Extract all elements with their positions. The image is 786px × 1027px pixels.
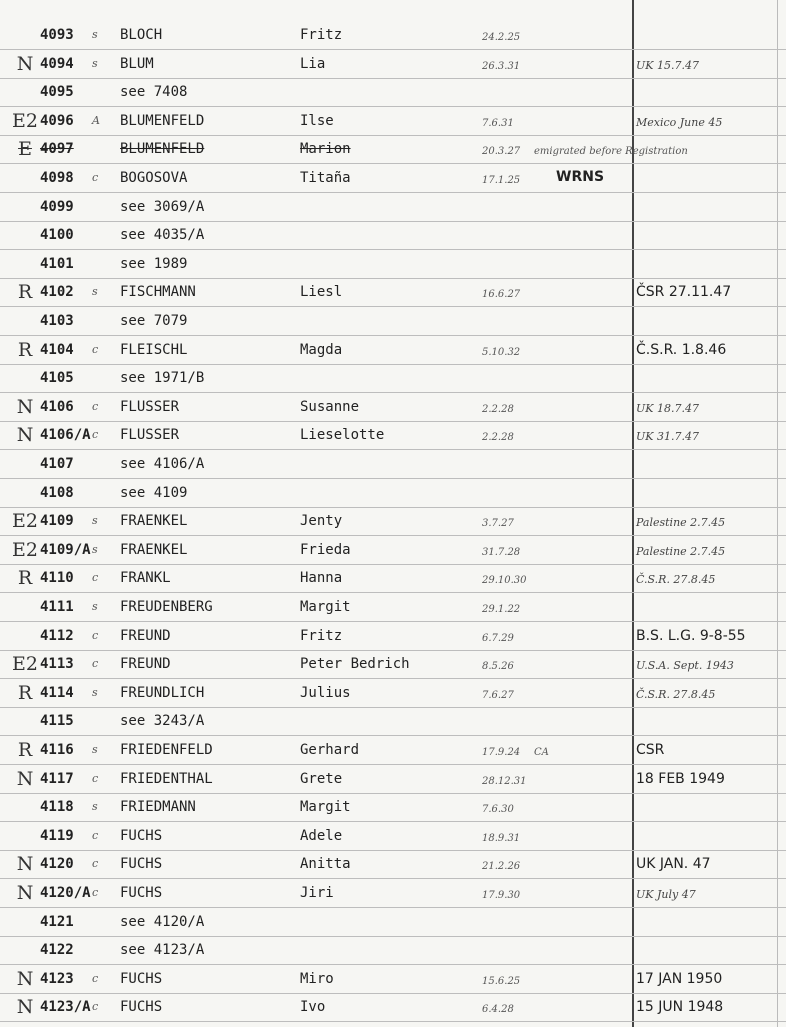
ledger-row xyxy=(0,22,786,50)
destination-note: Č.S.R. 1.8.46 xyxy=(636,341,727,358)
surname: BLUMENFELD xyxy=(120,112,205,129)
surname: FREUND xyxy=(120,656,171,673)
surname: FISCHMANN xyxy=(120,284,196,301)
entry-code: s xyxy=(92,514,98,528)
ledger-row xyxy=(0,766,786,794)
surname: FLEISCHL xyxy=(120,341,188,358)
birth-date: 21.2.26 xyxy=(482,861,521,873)
ledger-row xyxy=(0,994,786,1022)
destination-note: 15 JUN 1948 xyxy=(636,999,724,1016)
ledger-row xyxy=(0,365,786,393)
destination-note: Č.S.R. 27.8.45 xyxy=(636,573,716,587)
ledger-row xyxy=(0,108,786,136)
birth-date: 15.6.25 xyxy=(482,975,521,987)
surname: BLUM xyxy=(120,55,154,72)
surname: FRIEDMANN xyxy=(120,799,196,816)
ledger-row xyxy=(0,708,786,736)
destination-note: B.S. L.G. 9-8-55 xyxy=(636,627,746,644)
surname: FRAENKEL xyxy=(120,541,188,558)
status-mark: N xyxy=(16,967,34,990)
entry-number: 4095 xyxy=(40,84,74,101)
birth-date: 16.6.27 xyxy=(482,289,521,301)
status-mark: N xyxy=(16,424,34,447)
ledger-row xyxy=(0,165,786,193)
ledger-row xyxy=(0,394,786,422)
status-mark: N xyxy=(16,767,34,790)
extra-annotation: CA xyxy=(534,747,549,758)
entry-code: s xyxy=(92,685,98,699)
given-name: Frieda xyxy=(300,541,351,558)
destination-note: Palestine 2.7.45 xyxy=(636,544,726,558)
entry-number: 4114 xyxy=(40,684,74,701)
ledger-row xyxy=(0,880,786,908)
birth-date: 7.6.30 xyxy=(482,804,514,816)
entry-number: 4108 xyxy=(40,484,74,501)
given-name: Ivo xyxy=(300,999,326,1016)
ledger-row xyxy=(0,651,786,679)
ledger-row xyxy=(0,537,786,565)
status-mark: E2 xyxy=(12,653,38,676)
birth-date: 29.10.30 xyxy=(482,575,527,587)
entry-number: 4117 xyxy=(40,770,74,787)
status-mark: N xyxy=(16,882,34,904)
birth-date: 31.7.28 xyxy=(482,546,521,558)
entry-number: 4109 xyxy=(40,513,74,530)
ledger-row xyxy=(0,823,786,851)
destination-note: U.S.A. Sept. 1943 xyxy=(636,659,734,673)
entry-code: c xyxy=(92,771,99,785)
status-mark: E2 xyxy=(12,538,38,561)
entry-code: c xyxy=(92,657,99,671)
destination-note: UK 18.7.47 xyxy=(636,401,699,415)
entry-code: c xyxy=(92,428,99,442)
given-name: Peter Bedrich xyxy=(300,656,410,673)
given-name: Fritz xyxy=(300,27,343,43)
entry-code: c xyxy=(92,342,99,356)
entry-number: 4103 xyxy=(40,313,74,329)
surname: see 1971/B xyxy=(120,370,205,387)
ledger-row xyxy=(0,279,786,307)
destination-note: 18 FEB 1949 xyxy=(636,770,725,787)
surname: FREUND xyxy=(120,627,171,644)
status-mark: R xyxy=(17,338,33,361)
status-mark: N xyxy=(16,52,34,75)
destination-note: Č.S.R. 27.8.45 xyxy=(636,687,716,701)
surname: see 3243/A xyxy=(120,713,205,730)
given-name: Grete xyxy=(300,770,343,787)
birth-date: 20.3.27 xyxy=(482,146,521,158)
entry-code: c xyxy=(92,857,99,871)
ledger-row xyxy=(0,623,786,651)
entry-code: s xyxy=(92,743,98,756)
surname: FREUNDLICH xyxy=(120,684,205,701)
entry-code: s xyxy=(92,56,98,70)
entry-number: 4120 xyxy=(40,856,74,873)
birth-date: 29.1.22 xyxy=(482,604,521,615)
ledger-row xyxy=(0,51,786,79)
entry-number: 4102 xyxy=(40,284,74,301)
entry-number: 4098 xyxy=(40,170,74,186)
birth-date: 18.9.31 xyxy=(482,832,521,844)
row-rule xyxy=(0,1021,786,1022)
ledger-row xyxy=(0,794,786,822)
entry-code: c xyxy=(92,171,99,184)
ledger-row xyxy=(0,422,786,450)
given-name: Marion xyxy=(300,141,351,158)
ledger-row xyxy=(0,194,786,222)
ledger-row xyxy=(0,337,786,365)
given-name: Gerhard xyxy=(300,742,360,758)
surname: FUCHS xyxy=(120,885,163,901)
given-name: Miro xyxy=(300,970,334,987)
surname: BLOCH xyxy=(120,27,163,43)
surname: FREUDENBERG xyxy=(120,599,213,615)
given-name: Jenty xyxy=(300,513,343,530)
status-mark: E2 xyxy=(12,510,38,533)
surname: see 4109 xyxy=(120,484,188,501)
status-mark: E2 xyxy=(12,109,38,132)
entry-number: 4107 xyxy=(40,456,74,472)
entry-number: 4094 xyxy=(40,55,74,72)
entry-code: c xyxy=(92,971,99,985)
entry-code: s xyxy=(92,28,98,41)
entry-number: 4093 xyxy=(40,27,74,43)
given-name: Hanna xyxy=(300,570,343,587)
extra-annotation: WRNS xyxy=(556,169,605,185)
surname: FUCHS xyxy=(120,856,163,873)
entry-number: 4097 xyxy=(40,141,74,158)
entry-number: 4121 xyxy=(40,913,74,930)
entry-number: 4099 xyxy=(40,198,74,215)
surname: FUCHS xyxy=(120,999,163,1016)
birth-date: 2.2.28 xyxy=(482,432,514,444)
given-name: Fritz xyxy=(300,627,343,644)
status-mark: R xyxy=(17,739,33,761)
birth-date: 28.12.31 xyxy=(482,775,527,787)
entry-number: 4106/A xyxy=(40,427,91,444)
entry-number: 4104 xyxy=(40,341,74,358)
entry-number: 4101 xyxy=(40,255,74,272)
destination-note: 17 JAN 1950 xyxy=(636,970,723,987)
surname: see 4035/A xyxy=(120,227,205,244)
entry-number: 4096 xyxy=(40,112,74,129)
entry-number: 4110 xyxy=(40,570,74,587)
entry-number: 4105 xyxy=(40,370,74,387)
ledger-row xyxy=(0,308,786,336)
destination-note: Palestine 2.7.45 xyxy=(636,516,726,530)
birth-date: 17.9.30 xyxy=(482,890,521,901)
surname: FRIEDENTHAL xyxy=(120,770,213,787)
given-name: Julius xyxy=(300,684,351,701)
entry-number: 4106 xyxy=(40,398,74,415)
status-mark: R xyxy=(17,281,33,304)
ledger-row xyxy=(0,222,786,250)
birth-date: 6.7.29 xyxy=(482,632,514,644)
birth-date: 6.4.28 xyxy=(482,1004,514,1016)
given-name: Margit xyxy=(300,599,351,615)
birth-date: 24.2.25 xyxy=(482,32,521,43)
surname: FLUSSER xyxy=(120,427,180,444)
given-name: Margit xyxy=(300,799,351,816)
ledger-row xyxy=(0,909,786,937)
given-name: Titaña xyxy=(300,170,351,186)
entry-code: A xyxy=(92,113,100,127)
given-name: Lia xyxy=(300,55,326,72)
birth-date: 17.9.24 xyxy=(482,747,521,758)
given-name: Liesl xyxy=(300,284,343,301)
surname: FUCHS xyxy=(120,970,163,987)
surname: FLUSSER xyxy=(120,398,180,415)
ledger-row xyxy=(0,79,786,107)
given-name: Adele xyxy=(300,827,343,844)
entry-code: c xyxy=(92,399,99,413)
destination-note: UK July 47 xyxy=(636,888,696,901)
status-mark: E xyxy=(18,138,32,161)
entry-number: 4100 xyxy=(40,227,74,244)
surname: FRANKL xyxy=(120,570,171,587)
ledger-row xyxy=(0,451,786,479)
entry-number: 4109/A xyxy=(40,541,91,558)
birth-date: 26.3.31 xyxy=(482,60,521,72)
destination-note: UK 15.7.47 xyxy=(636,58,699,72)
birth-date: 7.6.31 xyxy=(482,117,514,129)
entry-number: 4113 xyxy=(40,656,74,673)
ledger-row xyxy=(0,136,786,164)
surname: FRIEDENFELD xyxy=(120,742,213,758)
ledger-row xyxy=(0,937,786,965)
destination-note: UK JAN. 47 xyxy=(636,856,711,873)
birth-date: 17.1.25 xyxy=(482,175,521,186)
surname: FUCHS xyxy=(120,827,163,844)
ledger-row xyxy=(0,480,786,508)
surname: see 4120/A xyxy=(120,913,205,930)
status-mark: N xyxy=(16,395,34,418)
surname: see 3069/A xyxy=(120,198,205,215)
extra-annotation: emigrated before Registration xyxy=(534,146,688,158)
status-mark: N xyxy=(16,853,34,876)
surname: see 4123/A xyxy=(120,942,205,959)
entry-code: s xyxy=(92,600,98,613)
given-name: Anitta xyxy=(300,856,351,873)
surname: see 7408 xyxy=(120,84,188,101)
ledger-row xyxy=(0,966,786,994)
ledger-row xyxy=(0,251,786,279)
ledger-row xyxy=(0,737,786,765)
entry-code: c xyxy=(92,828,99,842)
status-mark: N xyxy=(16,996,34,1019)
birth-date: 3.7.27 xyxy=(482,518,514,530)
entry-code: s xyxy=(92,800,98,814)
ledger-row xyxy=(0,565,786,593)
entry-number: 4123 xyxy=(40,970,74,987)
entry-code: c xyxy=(92,571,99,585)
ledger-row xyxy=(0,851,786,879)
given-name: Lieselotte xyxy=(300,427,385,444)
destination-note: Mexico June 45 xyxy=(636,115,723,129)
entry-number: 4115 xyxy=(40,713,74,730)
entry-number: 4120/A xyxy=(40,885,91,901)
birth-date: 8.5.26 xyxy=(482,661,514,673)
surname: see 4106/A xyxy=(120,456,205,472)
entry-number: 4112 xyxy=(40,627,74,644)
entry-number: 4119 xyxy=(40,827,74,844)
entry-number: 4118 xyxy=(40,799,74,816)
surname: FRAENKEL xyxy=(120,513,188,530)
entry-number: 4111 xyxy=(40,599,74,615)
destination-note: CSR xyxy=(636,742,665,758)
entry-code: c xyxy=(92,628,99,642)
given-name: Ilse xyxy=(300,112,334,129)
destination-note: UK 31.7.47 xyxy=(636,430,699,444)
given-name: Jiri xyxy=(300,885,334,901)
birth-date: 7.6.27 xyxy=(482,689,514,701)
entry-code: s xyxy=(92,285,98,299)
status-mark: R xyxy=(17,567,33,590)
entry-code: c xyxy=(92,886,99,899)
given-name: Susanne xyxy=(300,398,360,415)
surname: BLUMENFELD xyxy=(120,141,205,158)
entry-number: 4123/A xyxy=(40,999,91,1016)
ledger-row xyxy=(0,680,786,708)
given-name: Magda xyxy=(300,341,343,358)
ledger-row xyxy=(0,594,786,622)
birth-date: 5.10.32 xyxy=(482,346,521,358)
entry-code: s xyxy=(92,542,98,556)
surname: see 1989 xyxy=(120,255,188,272)
entry-number: 4116 xyxy=(40,742,74,758)
surname: see 7079 xyxy=(120,313,188,329)
birth-date: 2.2.28 xyxy=(482,403,514,415)
ledger-row xyxy=(0,508,786,536)
destination-note: ČSR 27.11.47 xyxy=(636,284,732,301)
status-mark: R xyxy=(17,681,33,704)
surname: BOGOSOVA xyxy=(120,170,188,186)
entry-number: 4122 xyxy=(40,942,74,959)
entry-code: c xyxy=(92,1000,99,1014)
